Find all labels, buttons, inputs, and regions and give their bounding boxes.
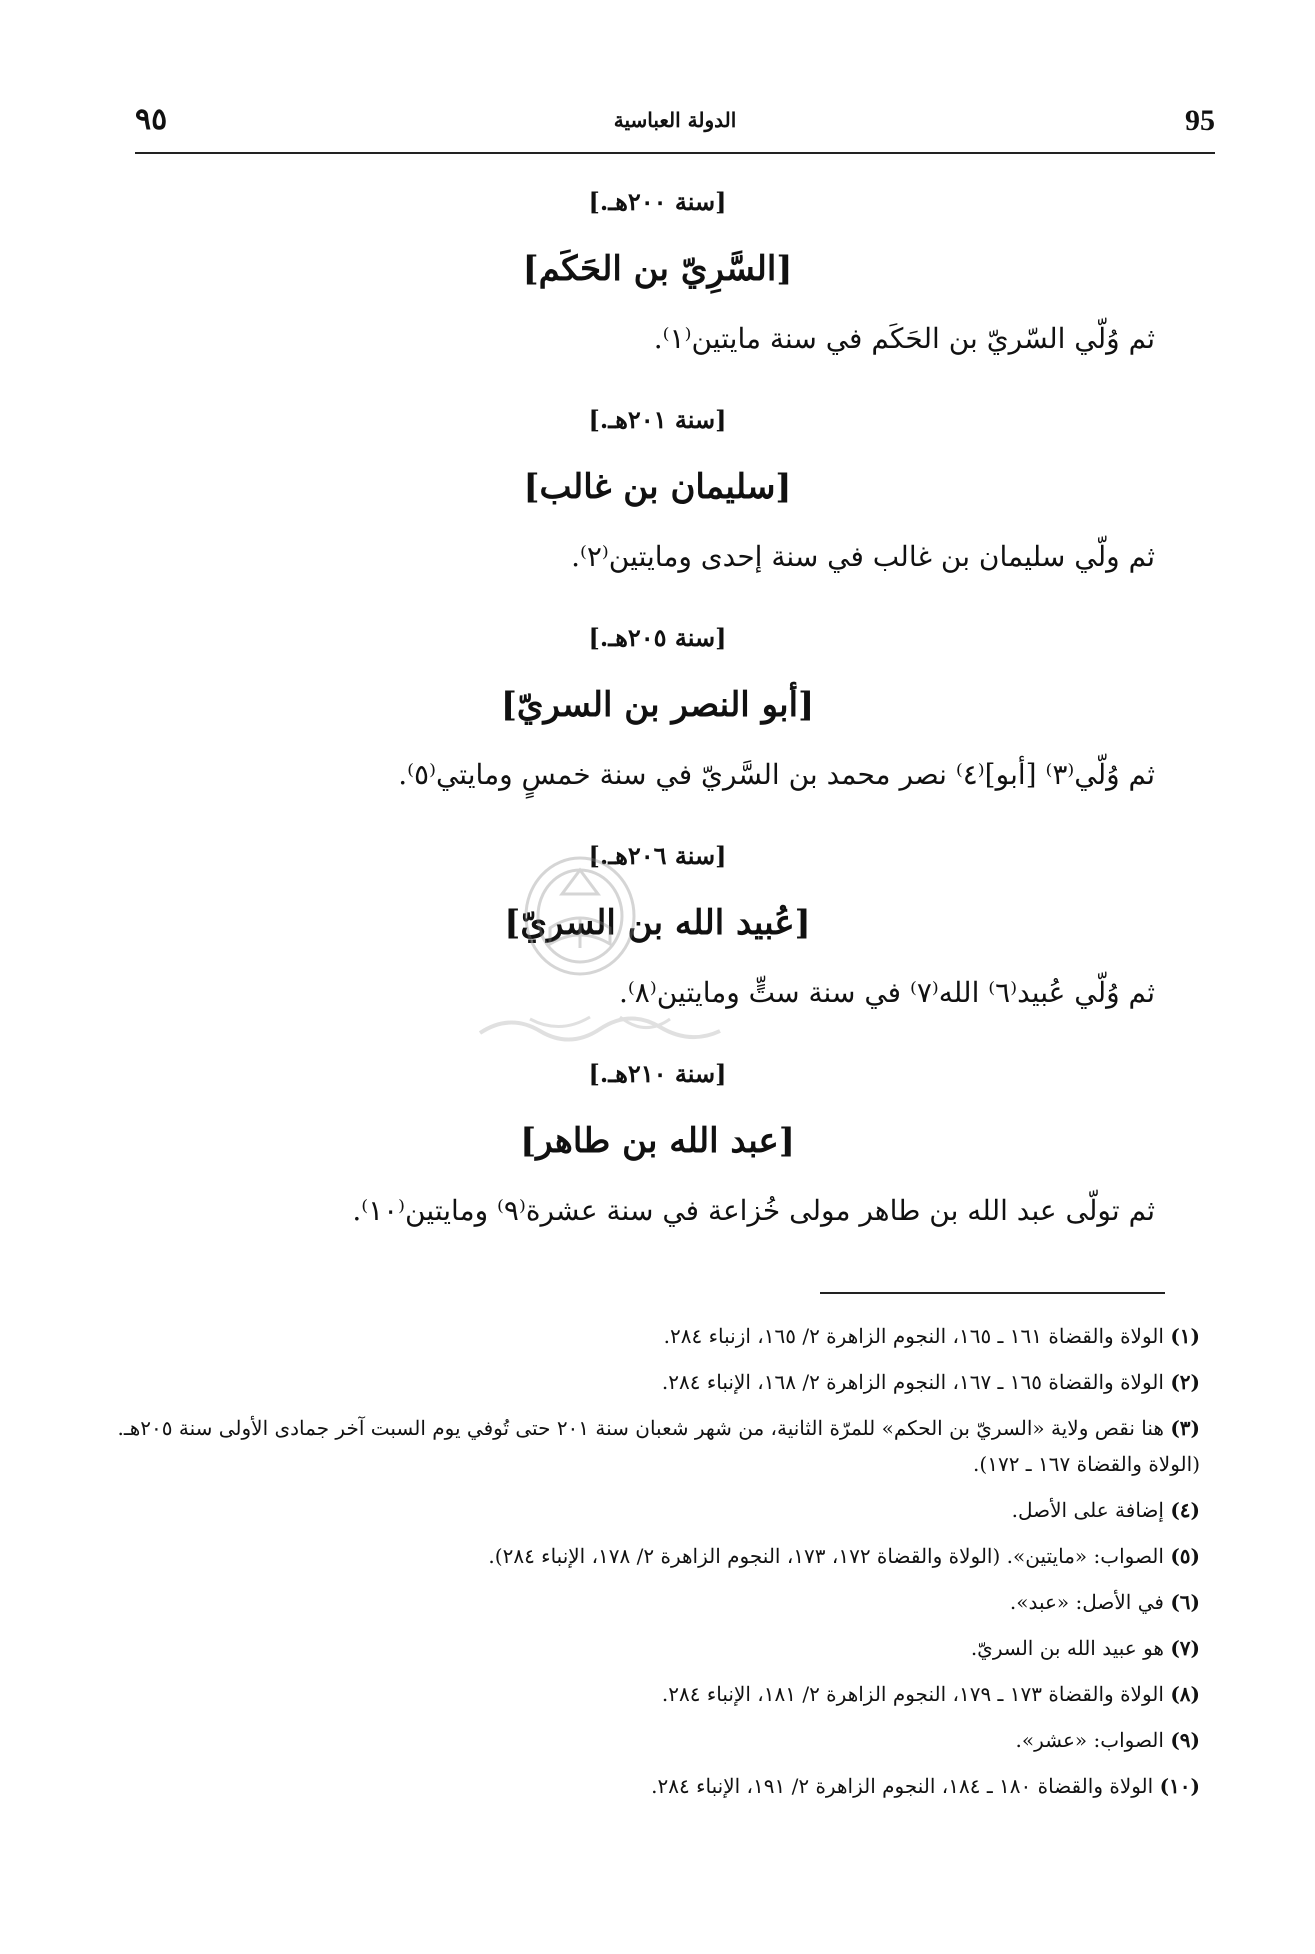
footnote-number: (٣) (1170, 1416, 1200, 1440)
footnote-number: (٧) (1170, 1636, 1200, 1660)
year-marker: [سنة ٢١٠هـ.] (588, 1059, 727, 1088)
footnote-text: الولاة والقضاة ١٨٠ ـ ١٨٤، النجوم الزاهرة ٢/ ١٩١، الإنباء ٢٨٤. (651, 1774, 1154, 1798)
footnote-text: الصواب: «مايتين». (الولاة والقضاة ١٧٢، ١٧٣، النجوم الزاهرة ٢/ ١٧٨، الإنباء ٢٨٤). (488, 1544, 1164, 1568)
year-marker: [سنة ٢٠٠هـ.] (588, 187, 727, 216)
footnotes (110, 1318, 1200, 1814)
entry-206 (150, 834, 1165, 1018)
main-text (150, 180, 1165, 1270)
entry-205 (150, 616, 1165, 800)
paragraph: ثم ولّي سليمان بن غالب في سنة إحدى ومايتين⁽٢⁾. (571, 540, 1155, 573)
footnote-number: (١٠) (1159, 1774, 1200, 1798)
year-marker: [سنة ٢٠٥هـ.] (588, 623, 727, 652)
paragraph: ثم تولّى عبد الله بن طاهر مولى خُزاعة في سنة عشرة⁽٩⁾ ومايتين⁽١٠⁾. (352, 1194, 1155, 1227)
paragraph: ثم وُلّي عُبيد⁽٦⁾ الله⁽٧⁾ في سنة ستٍّ ومايتين⁽٨⁾. (619, 976, 1155, 1009)
footnote (110, 1676, 1200, 1712)
footnote-number: (٤) (1170, 1498, 1200, 1522)
section-heading: [السَّرِيّ بن الحَكَم] (522, 249, 793, 289)
year-marker: [سنة ٢٠٦هـ.] (588, 841, 727, 870)
entry-210 (150, 1052, 1165, 1236)
section-heading: [سليمان بن غالب] (523, 467, 792, 507)
footnote-number: (٦) (1170, 1590, 1200, 1614)
footnote-text: إضافة على الأصل. (1011, 1498, 1164, 1522)
entry-200 (150, 180, 1165, 364)
footnote-number: (٥) (1170, 1544, 1200, 1568)
section-heading: [عبد الله بن طاهر] (520, 1121, 795, 1161)
footnote-text: في الأصل: «عبد». (1009, 1590, 1164, 1614)
footnote-number: (٢) (1170, 1370, 1200, 1394)
footnote (110, 1768, 1200, 1804)
footnote-text: هنا نقص ولاية «السريّ بن الحكم» للمرّة الثانية، من شهر شعبان سنة ٢٠١ حتى تُوفي يوم السبت آخر جمادى الأولى سنة ٢٠٥هـ. (الولاة والقضاة ١٦٧ ـ ١٧٢). (117, 1416, 1200, 1476)
footnote-text: هو عبيد الله بن السريّ. (970, 1636, 1164, 1660)
year-marker: [سنة ٢٠١هـ.] (588, 405, 727, 434)
page-header (135, 96, 1215, 154)
running-title: الدولة العباسية (613, 108, 737, 132)
footnote (110, 1364, 1200, 1400)
section-heading: [عُبيد الله بن السريّ] (504, 903, 811, 943)
footnote (110, 1630, 1200, 1666)
footnote (110, 1318, 1200, 1354)
footnote-number: (٨) (1170, 1682, 1200, 1706)
footnote-text: الصواب: «عشر». (1015, 1728, 1164, 1752)
footnote (110, 1492, 1200, 1528)
section-heading: [أبو النصر بن السريّ] (500, 685, 815, 725)
footnote-number: (١) (1170, 1324, 1200, 1348)
footnote (110, 1410, 1200, 1482)
paragraph: ثم وُلّي⁽٣⁾ [أبو]⁽٤⁾ نصر محمد بن السَّريّ في سنة خمسٍ ومايتي⁽٥⁾. (398, 758, 1155, 791)
footnote-number: (٩) (1170, 1728, 1200, 1752)
footnote-text: الولاة والقضاة ١٧٣ ـ ١٧٩، النجوم الزاهرة ٢/ ١٨١، الإنباء ٢٨٤. (661, 1682, 1164, 1706)
footnote-text: الولاة والقضاة ١٦١ ـ ١٦٥، النجوم الزاهرة ٢/ ١٦٥، ازنباء ٢٨٤. (663, 1324, 1164, 1348)
footnote-text: الولاة والقضاة ١٦٥ ـ ١٦٧، النجوم الزاهرة ٢/ ١٦٨، الإنباء ٢٨٤. (661, 1370, 1164, 1394)
footnote-separator (820, 1292, 1165, 1294)
footnote (110, 1584, 1200, 1620)
footnote (110, 1722, 1200, 1758)
paragraph: ثم وُلّي السّريّ بن الحَكَم في سنة مايتين⁽١⁾. (653, 322, 1155, 355)
entry-201 (150, 398, 1165, 582)
footnote (110, 1538, 1200, 1574)
page-number-arabic: ٩٥ (135, 102, 168, 137)
page-number-latin: 95 (1185, 104, 1215, 137)
